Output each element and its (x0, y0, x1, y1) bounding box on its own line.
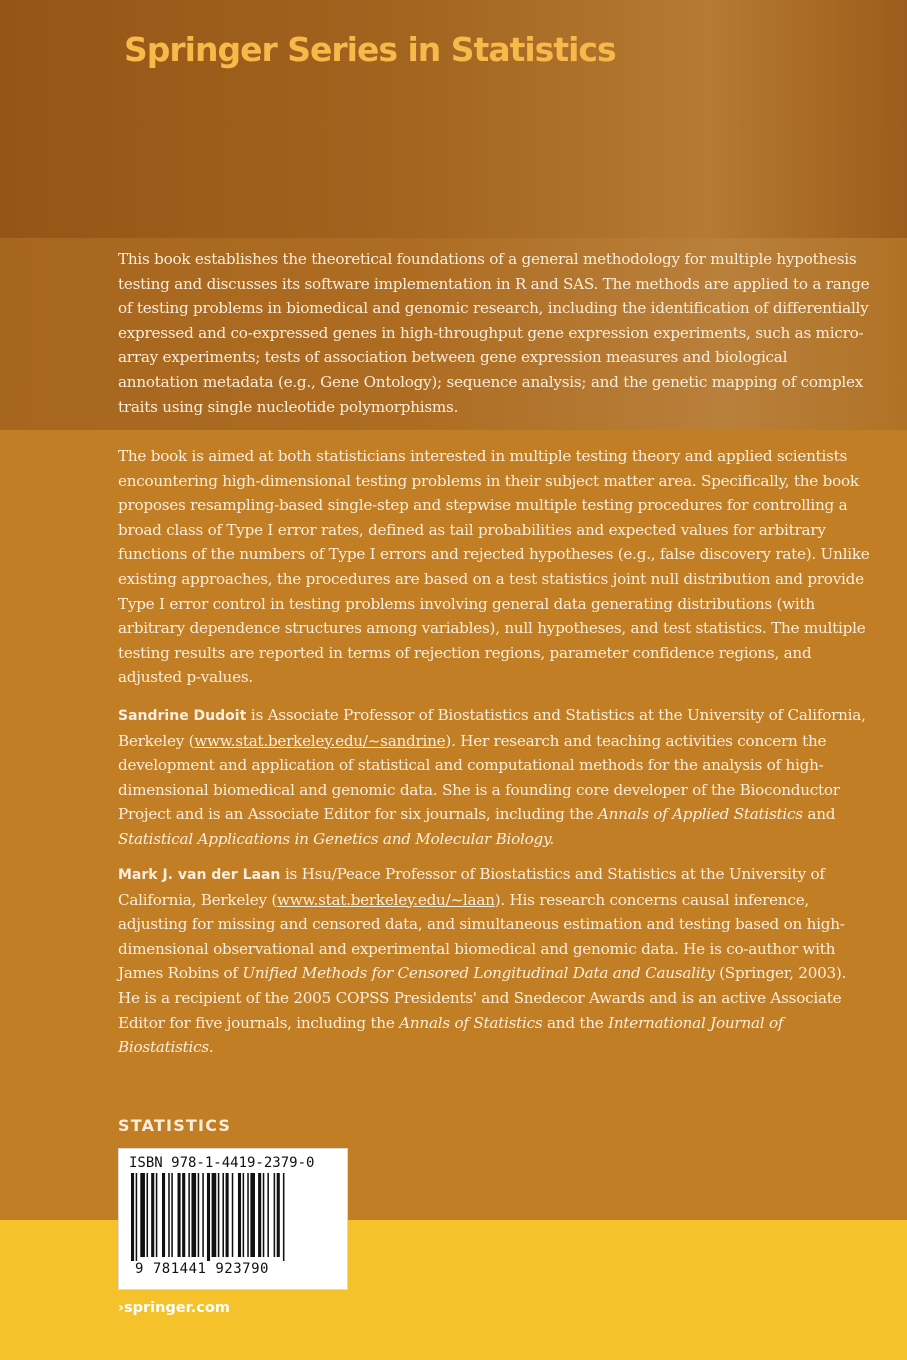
journal-title: Statistical Applications in Genetics and Molecular Biology. (118, 829, 554, 848)
journal-title: Annals of Applied Statistics (597, 805, 803, 824)
barcode-bar (202, 1173, 204, 1257)
barcode-bar (258, 1173, 261, 1257)
barcode-bar (188, 1173, 190, 1257)
barcode-bar (283, 1173, 285, 1261)
barcode-bar (226, 1173, 229, 1257)
author-name: Mark J. van der Laan (118, 867, 281, 883)
barcode-bar (218, 1173, 220, 1257)
author-bio-van-der-laan (118, 862, 870, 1060)
journal-title: Annals of Statistics (399, 1013, 543, 1032)
description-paragraph: The book is aimed at both statisticians interested in multiple testing theory and applied scientists encountering high-dimensional testing problems in their subject matter area. Specifically, the book proposes resampling-based single-step and stepwise multiple testing procedures for controlling a broad class of Type I error rates, defined as tail probabilities and expected values for arbitrary functions of the numbers of Type I errors and rejected hypotheses (e.g., false discovery rate). Unlike existing approaches, the procedures are based on a test statistics joint null distribution and provide Type I error control in testing problems involving general data generating distributions (with arbitrary dependence structures among variables), null hypotheses, and test statistics. The multiple testing results are reported in terms of rejection regions, parameter confidence regions, and adjusted p-values. (118, 447, 870, 687)
barcode-bar (131, 1173, 134, 1261)
barcode-bar (151, 1173, 154, 1257)
barcode-bars (119, 1173, 347, 1263)
author-url[interactable]: www.stat.berkeley.edu/~sandrine (194, 731, 446, 750)
barcode-bar (171, 1173, 173, 1257)
abstract-paragraph: This book establishes the theoretical foundations of a general methodology for multiple hypothesis testing and discusses its software implementation in R and SAS. The methods are applied to a range of testing problems in biomedical and genomic research, including the identification of differentially expressed and co-expressed genes in high-throughput gene expression experiments, such as micro-array experiments; tests of association between gene expression measures and biological annotation metadata (e.g., Gene Ontology); sequence analysis; and the genetic mapping of complex traits using single nucleotide polymorphisms. (118, 250, 870, 416)
barcode-bar (232, 1173, 234, 1257)
journal-title: International Journal of Biostatistics (118, 1013, 784, 1057)
barcode-bar (238, 1173, 241, 1257)
springer-link[interactable]: ›springer.com (118, 1300, 230, 1316)
author-name: Sandrine Dudoit (118, 708, 247, 724)
barcode-bar (212, 1173, 217, 1257)
ean-digits: 9 781441 923790 (135, 1261, 269, 1277)
barcode-bar (147, 1173, 149, 1257)
barcode-bar (156, 1173, 158, 1257)
barcode-bar (277, 1173, 280, 1257)
barcode-bar (198, 1173, 200, 1257)
book-title: Unified Methods for Censored Longitudinal Data and Causality (242, 964, 715, 983)
bio-text: is Hsu/Peace Professor of Biostatistics and Statistics at the University of California, Berkeley ( (118, 865, 825, 909)
barcode-bar (274, 1173, 276, 1257)
barcode-bar (250, 1173, 255, 1257)
barcode-bar (222, 1173, 224, 1257)
barcode-bar (140, 1173, 145, 1257)
barcode-bar (263, 1173, 265, 1257)
barcode-bar (182, 1173, 185, 1257)
bio-text: is Associate Professor of Biostatistics and Statistics at the University of California, Berkeley ( (118, 706, 866, 750)
bio-text: (Springer, 2003). He is a recipient of the 2005 COPSS Presidents' and Snedecor Awards and is an active Associate Editor for five journals, including the (118, 964, 847, 1032)
author-url[interactable]: www.stat.berkeley.edu/~laan (277, 890, 495, 909)
bio-text: and (802, 805, 836, 824)
isbn-barcode (118, 1148, 348, 1290)
author-bio-dudoit (118, 703, 870, 852)
barcode-bar (207, 1173, 210, 1261)
barcode-bar (136, 1173, 138, 1261)
bio-text: ). His research concerns causal inference, adjusting for missing and censored data, and simultaneous estimation and testing based on high-dimensional observational and experimental biomedical and genomic data. He is co-author with James Robins of (118, 890, 845, 983)
barcode-bar (178, 1173, 181, 1257)
category-label: STATISTICS (118, 1116, 232, 1135)
barcode-bar (267, 1173, 269, 1257)
bio-text: . (208, 1038, 214, 1057)
barcode-bar (191, 1173, 196, 1257)
barcode-bar (243, 1173, 245, 1257)
bio-text: and the (542, 1013, 609, 1032)
bio-text: ). Her research and teaching activities concern the development and application of statistical and computational methods for the analysis of high-dimensional biomedical and genomic data. She is a founding core developer of the Bioconductor Project and is an Associate Editor for six journals, including the (118, 731, 840, 824)
series-title: Springer Series in Statistics (124, 30, 616, 69)
barcode-bar (162, 1173, 165, 1257)
isbn-label: ISBN 978-1-4419-2379-0 (129, 1155, 315, 1171)
barcode-bar (247, 1173, 249, 1257)
barcode-bar (168, 1173, 170, 1257)
